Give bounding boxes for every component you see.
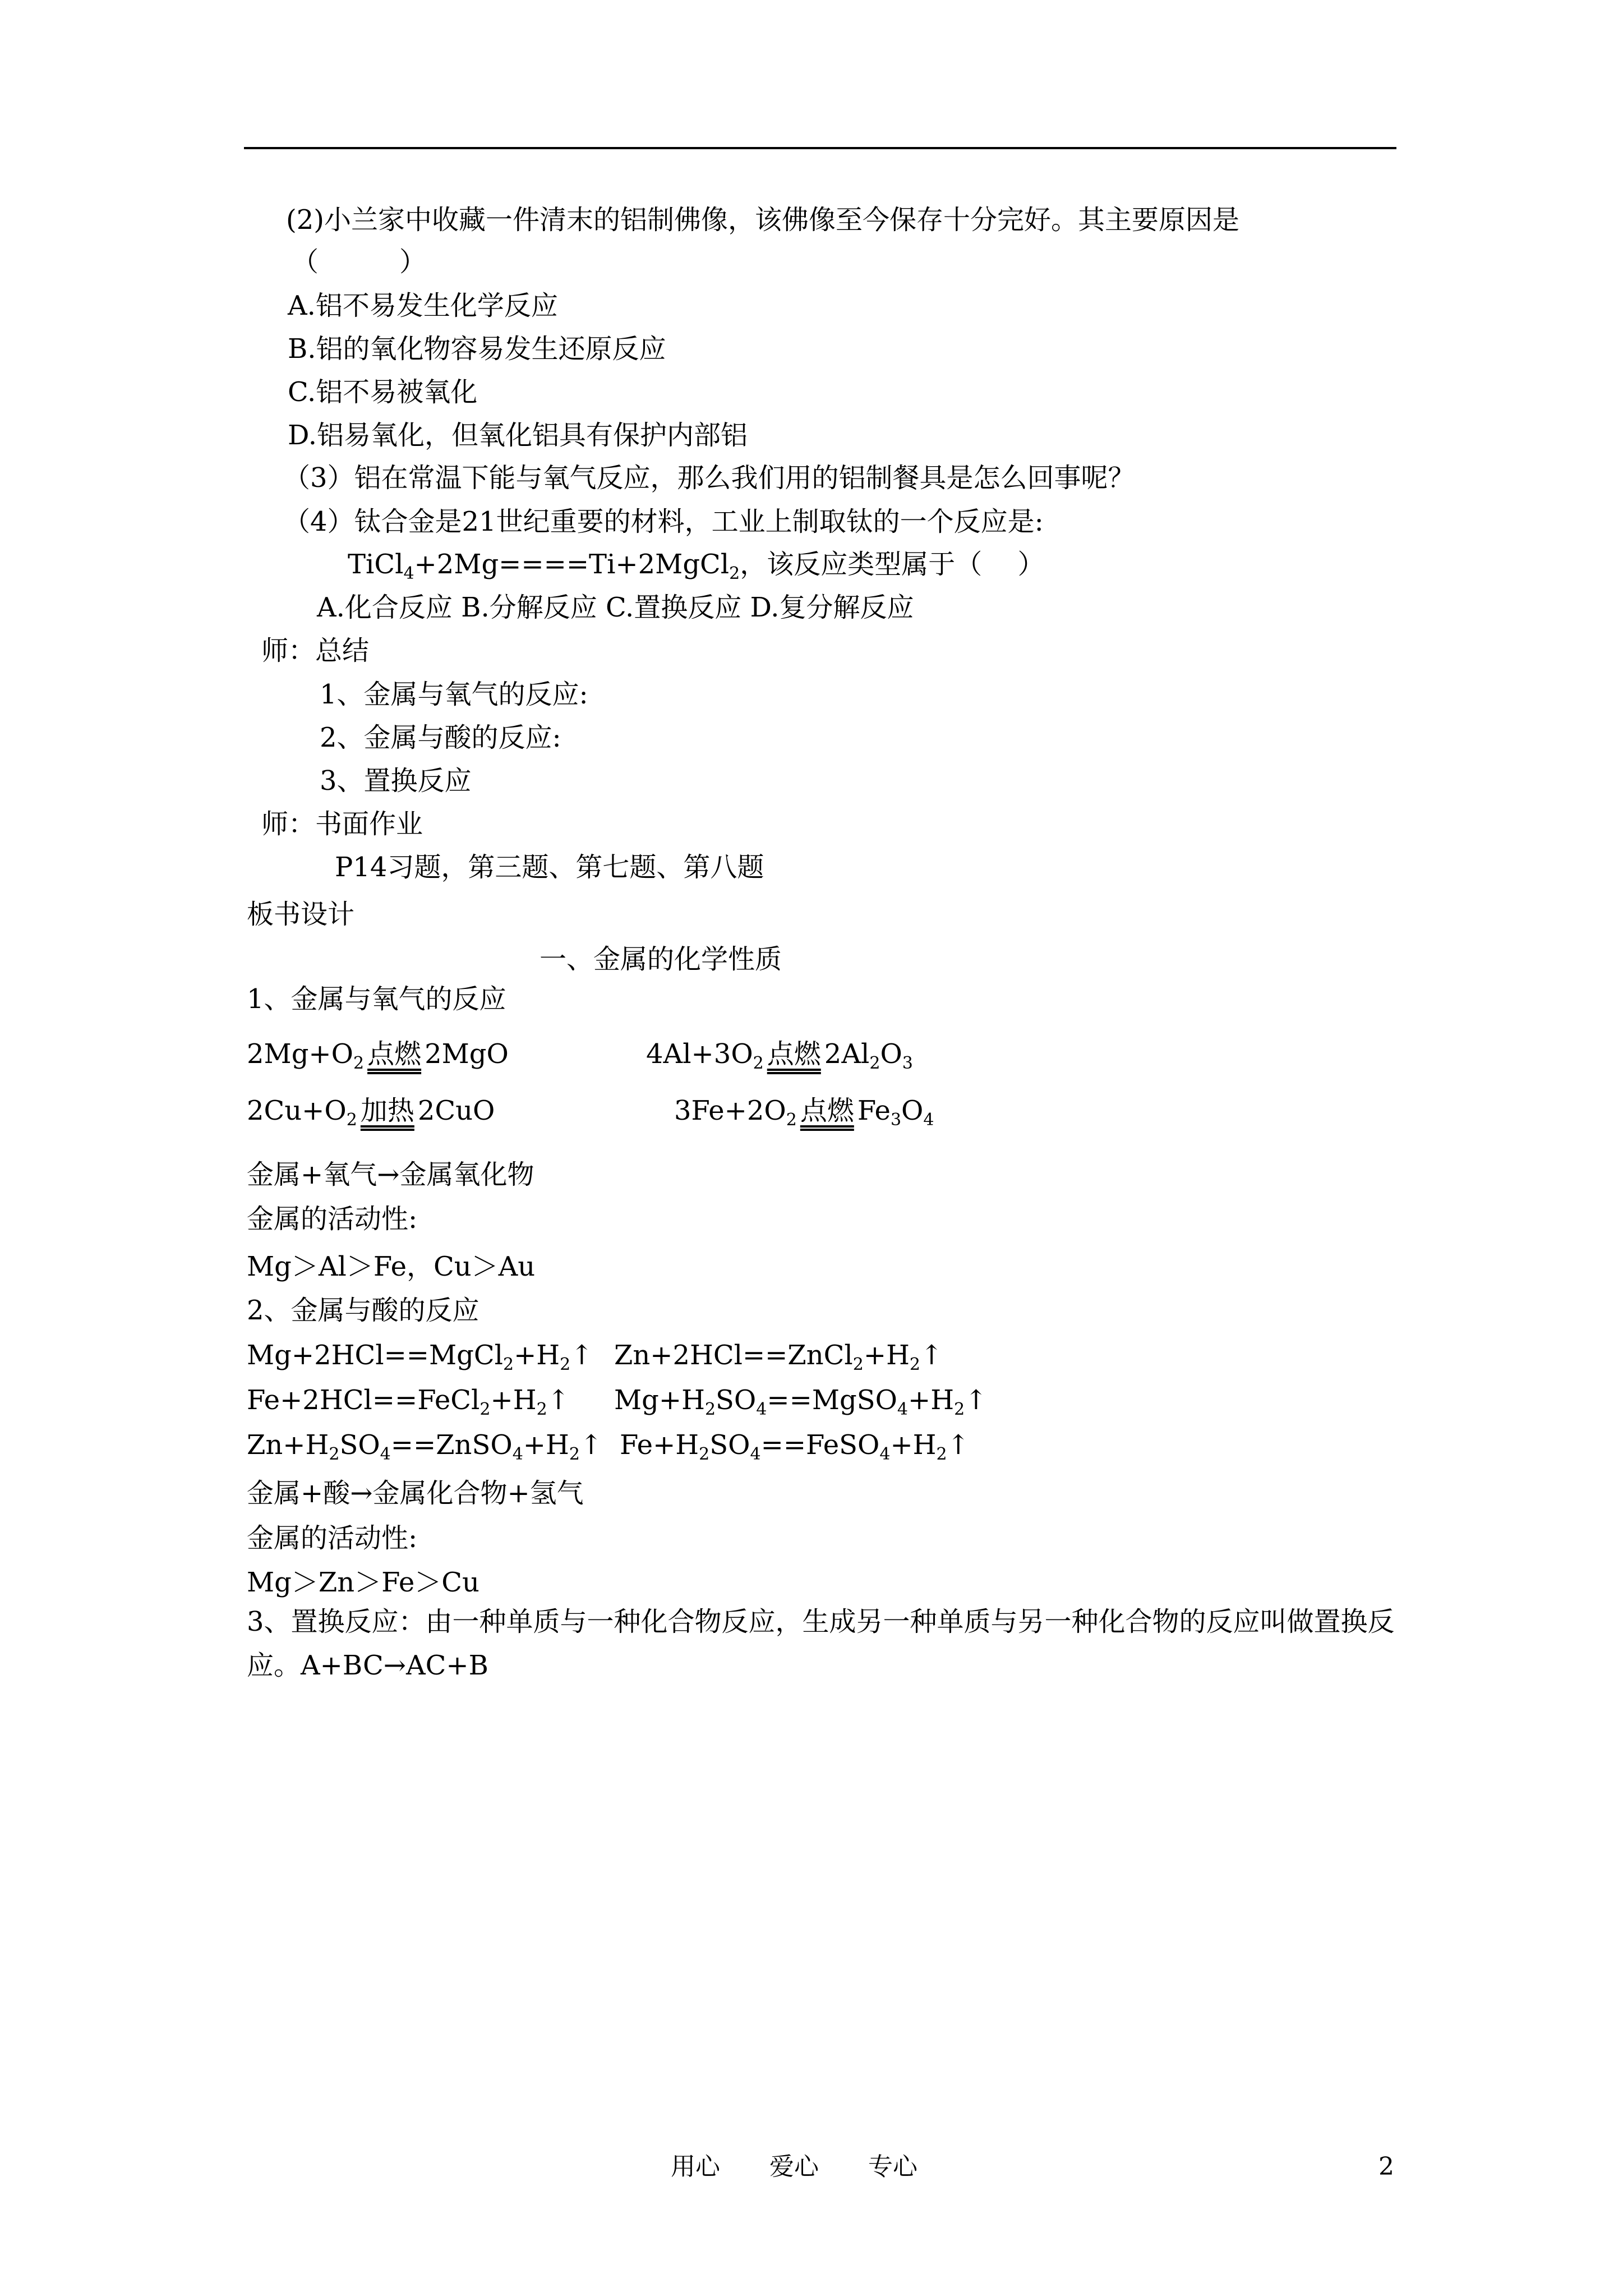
section-2-heading: 2、金属与酸的反应 (247, 1295, 479, 1326)
equation-zn-h2so4: $Zn+H_2SO_4==ZnSO_4+H_2↑$ (247, 1429, 603, 1464)
question-2-option-a: A.铝不易发生化学反应 (288, 290, 558, 321)
equation-zn-hcl: $Zn+2HCl==ZnCl_2+H_2↑$ (614, 1340, 943, 1374)
question-2-blank: （ ） (292, 246, 427, 278)
summary-item-2: 2、金属与酸的反应: (320, 722, 561, 753)
section-1-activity-series: Mg＞Al＞Fe，Cu＞Au (247, 1251, 536, 1282)
section-1-heading: 1、金属与氧气的反应 (247, 983, 506, 1015)
equation-fe-h2so4: $Fe+H_2SO_4==FeSO_4+H_2↑$ (620, 1429, 970, 1464)
summary-item-1: 1、金属与氧气的反应: (320, 679, 588, 710)
board-title: 一、金属的化学性质 (540, 944, 782, 975)
question-4-equation: TiCl$_4$+2Mg====Ti+2MgCl$_2$，该反应类型属于（ ） (348, 549, 1045, 583)
header-rule (244, 147, 1396, 149)
section-3-definition: 3、置换反应：由一种单质与一种化合物反应，生成另一种单质与另一种化合物的反应叫做置换反应。A+BC→AC+B (247, 1606, 1395, 1681)
equation-mg-o2: $2Mg+O_2$ 点燃 2MgO (247, 1038, 509, 1073)
question-2-option-c: C.铝不易被氧化 (288, 376, 478, 408)
equation-al-o2: $4Al+3O_2$ 点燃 $2Al_2O_3$ (646, 1038, 913, 1073)
homework-heading: 师：书面作业 (261, 808, 423, 840)
question-4-stem: （4）钛合金是21世纪重要的材料，工业上制取钛的一个反应是: (283, 506, 1044, 537)
question-4-options: A.化合反应 B.分解反应 C.置换反应 D.复分解反应 (317, 592, 914, 623)
question-2-stem: (2)小兰家中收藏一件清末的铝制佛像，该佛像至今保存十分完好。其主要原因是 (286, 204, 1239, 236)
summary-heading: 师：总结 (261, 635, 370, 666)
equation-cu-o2: $2Cu+O_2$ 加热 2CuO (247, 1095, 495, 1130)
homework-text: P14习题，第三题、第七题、第八题 (335, 852, 764, 883)
section-1-summary: 金属+氧气→金属氧化物 (247, 1159, 534, 1190)
question-3: （3）铝在常温下能与氧气反应，那么我们用的铝制餐具是怎么回事呢？ (283, 462, 1135, 494)
equation-fe-hcl: $Fe+2HCl==FeCl_2+H_2↑$ (247, 1384, 570, 1419)
section-2-activity-series: Mg＞Zn＞Fe＞Cu (247, 1567, 479, 1598)
footer-motto: 用心 爱心 专心 (671, 2152, 917, 2181)
equation-fe-o2: $3Fe+2O_2$ 点燃 $Fe_3O_4$ (674, 1095, 934, 1130)
section-2-summary: 金属+酸→金属化合物+氢气 (247, 1478, 584, 1509)
equation-mg-hcl: $Mg+2HCl==MgCl_2+H_2↑$ (247, 1340, 593, 1374)
question-2-option-b: B.铝的氧化物容易发生还原反应 (288, 333, 666, 365)
equation-mg-h2so4: $Mg+H_2SO_4==MgSO_4+H_2↑$ (614, 1384, 988, 1419)
page-number: 2 (1378, 2152, 1394, 2181)
section-1-activity-label: 金属的活动性: (247, 1203, 418, 1235)
summary-item-3: 3、置换反应 (320, 765, 472, 797)
section-2-activity-label: 金属的活动性: (247, 1522, 418, 1554)
board-heading: 板书设计 (247, 899, 355, 930)
question-2-option-d: D.铝易氧化，但氧化铝具有保护内部铝 (288, 420, 748, 451)
